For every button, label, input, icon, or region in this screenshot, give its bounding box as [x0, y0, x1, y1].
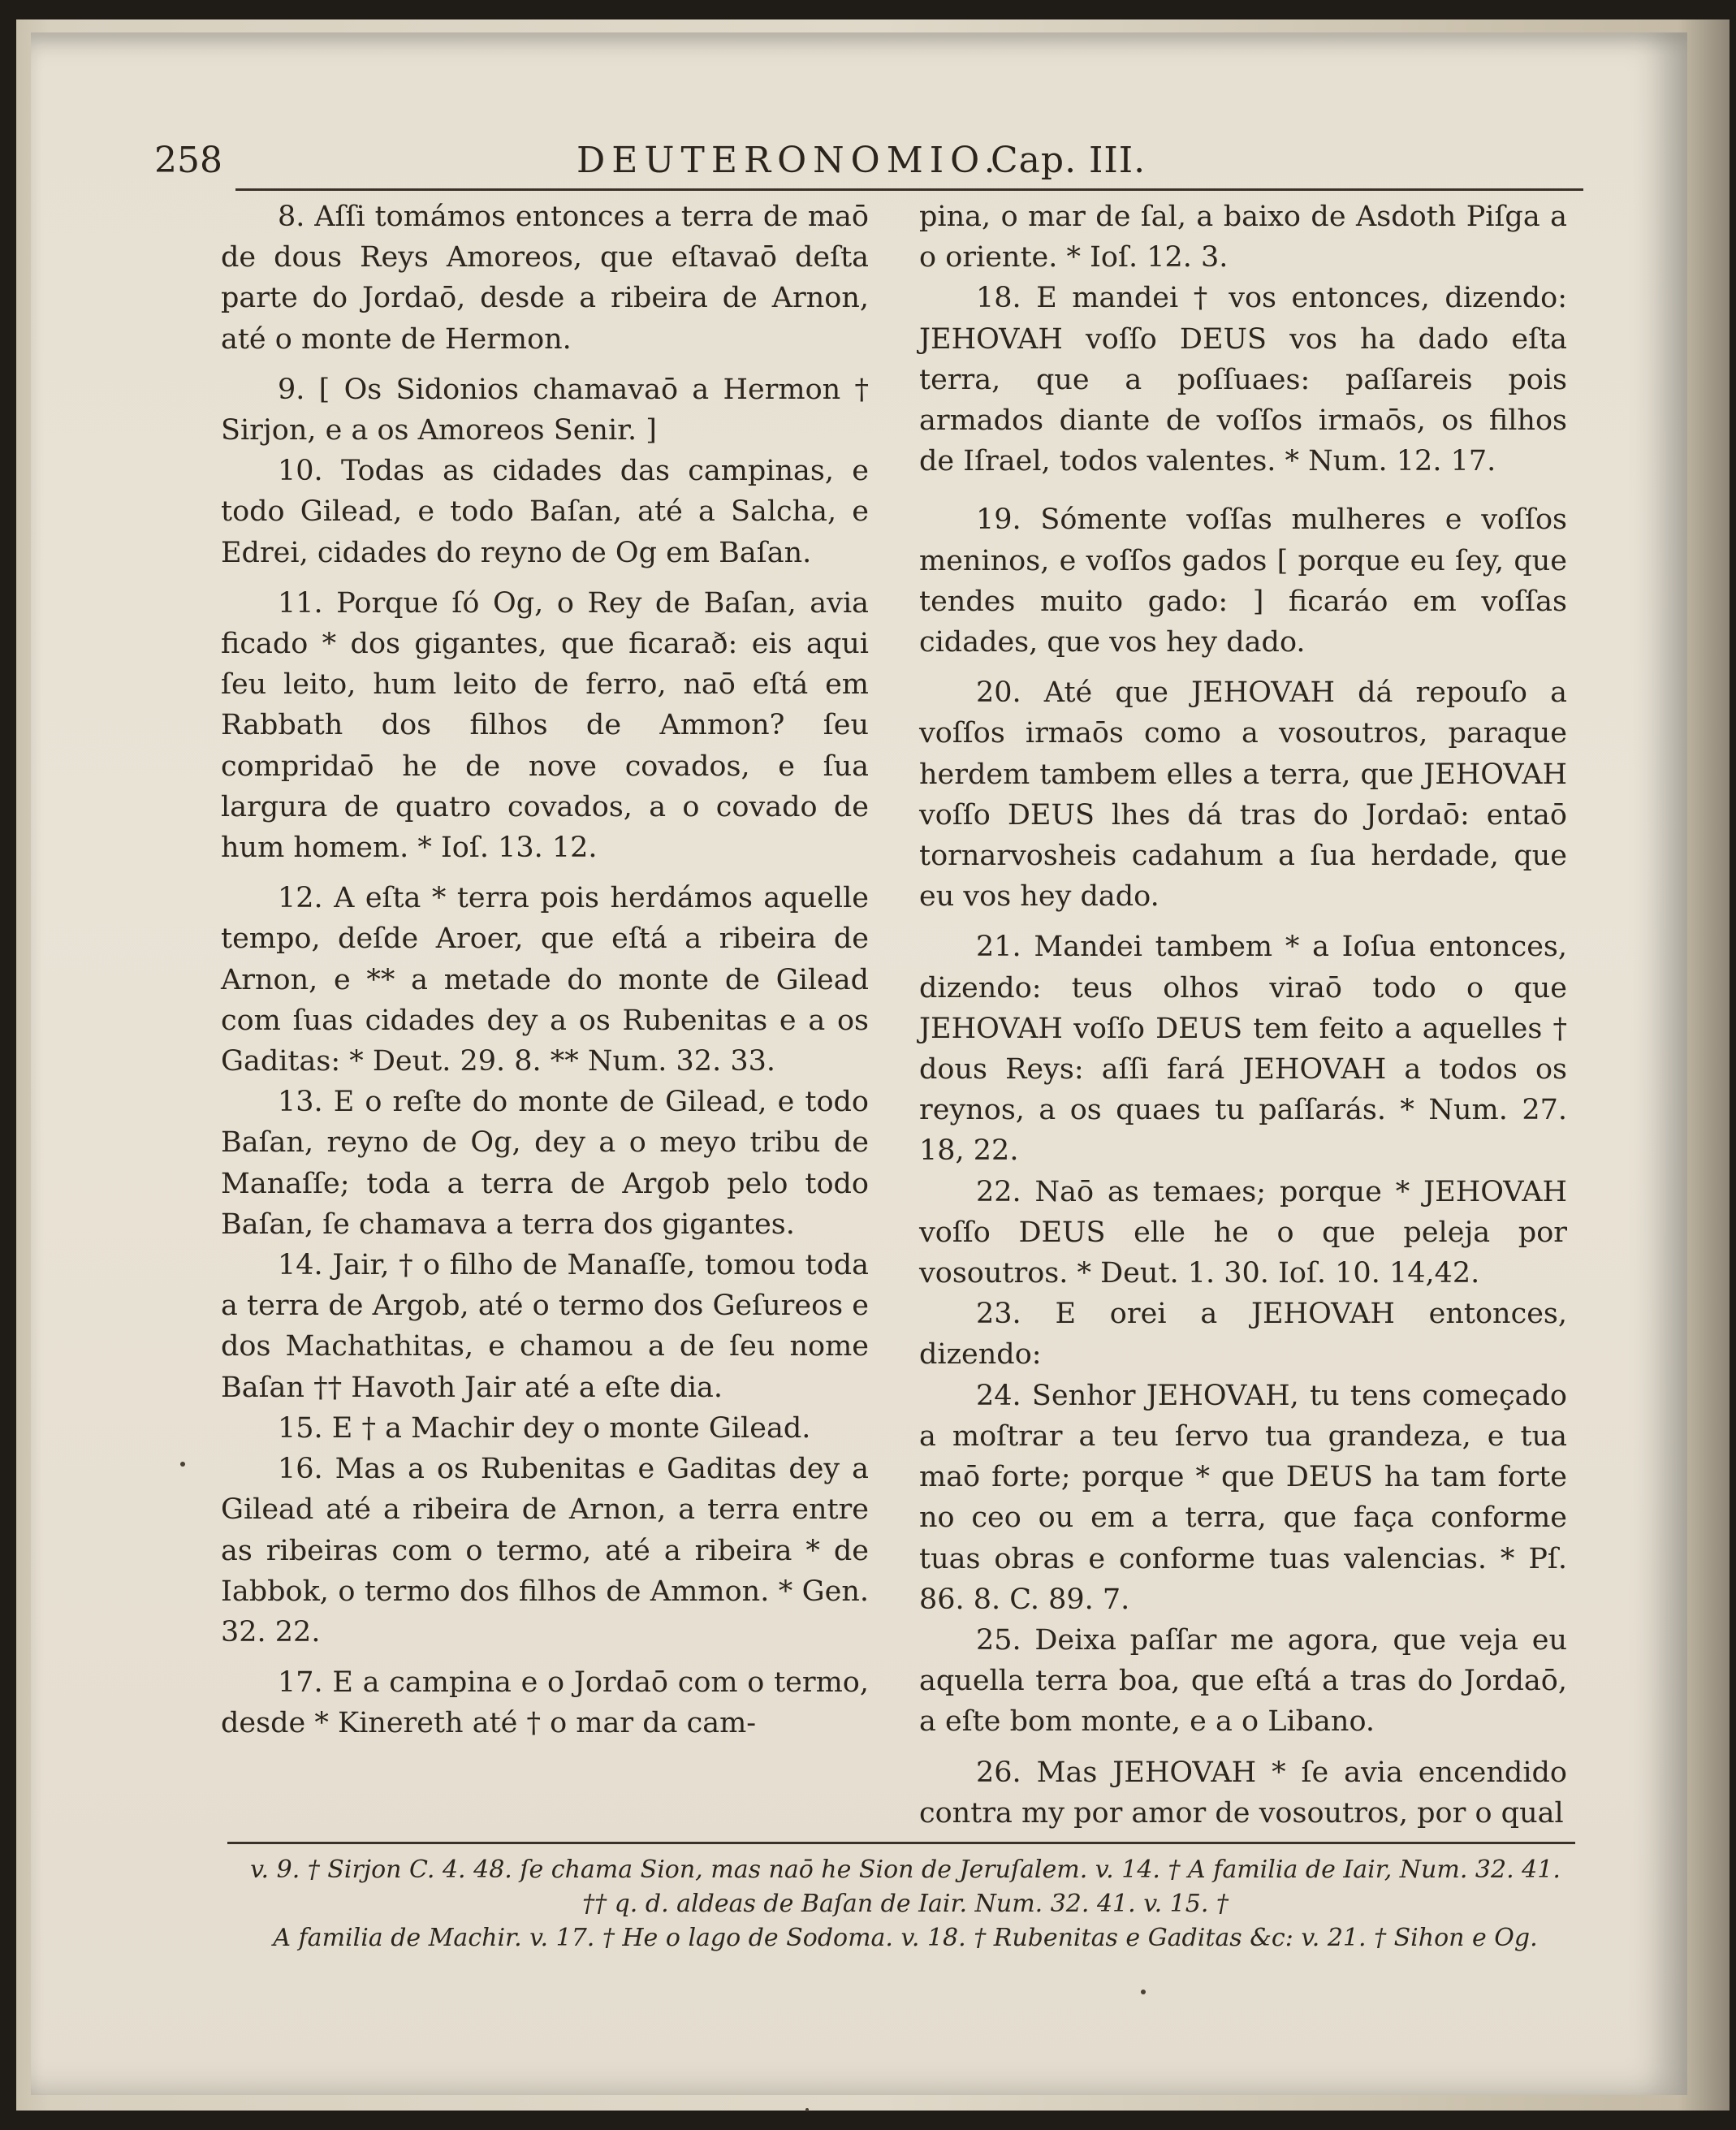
page-number: 258: [154, 140, 222, 181]
footnotes: [235, 1853, 1575, 1955]
ink-speck: [180, 1462, 185, 1467]
verse-17-continued: pina, o mar de ſal, a baixo de Asdoth Piſga a o oriente. * Ioſ. 12. 3.: [919, 201, 1567, 274]
verse-8: 8. Aſſi tomámos entonces a terra de maō de dous Reys Amoreos, que eſtavaō deſta parte do Jordaō, desde a ribeira de Arnon, até o monte de Hermon.: [221, 201, 869, 356]
footnote-line: A familia de Machir. v. 17. † He o lago de Sodoma. v. 18. † Rubenitas e Gaditas &c: v. 21. † Sihon e Og.: [273, 1924, 1538, 1952]
verse-18: 18. E mandei † vos entonces, dizendo: JEHOVAH voſſo DEUS vos ha dado eſta terra, que a poſſuaes: paſſareis pois armados diante de voſſos irmaōs, os filhos de Iſrael, todos valentes. * Num. 12. 17.: [919, 282, 1567, 478]
footnote-rule: [227, 1842, 1575, 1844]
left-column: [221, 197, 869, 1744]
verse-14: 14. Jair, † o filho de Manaſſe, tomou toda a terra de Argob, até o termo dos Geſureos e dos Machathitas, e chamou a de ſeu nome Baſan †† Havoth Jair até a eſte dia.: [221, 1249, 869, 1404]
ink-speck: [1141, 1990, 1146, 1994]
ink-speck: [805, 2108, 809, 2111]
verse-16: 16. Mas a os Rubenitas e Gaditas dey a Gilead até a ribeira de Arnon, a terra entre as ribeiras com o termo, até a ribeira * de Iabbok, o termo dos filhos de Ammon. * Gen. 32. 22.: [221, 1453, 869, 1648]
verse-9: 9. [ Os Sidonios chamavaō a Hermon † Sirjon, e a os Amoreos Senir. ]: [221, 373, 869, 447]
running-title: DEUTERONOMIO.: [577, 140, 1002, 181]
verse-13: 13. E o reſte do monte de Gilead, e todo Baſan, reyno de Og, dey a o meyo tribu de Manaſſe; toda a terra de Argob pelo todo Baſan, ſe chamava a terra dos gigantes.: [221, 1086, 869, 1241]
verse-20: 20. Até que JEHOVAH dá repouſo a voſſos irmaōs como a vosoutros, paraque herdem tambem elles a terra, que JEHOVAH voſſo DEUS lhes dá tras do Jordaō: entaō tornarvosheis cadahum a ſua herdade, que eu vos hey dado.: [919, 676, 1567, 914]
verse-21: 21. Mandei tambem * a Ioſua entonces, dizendo: teus olhos viraō todo o que JEHOVAH voſſo DEUS tem feito a aquelles † dous Reys: aſſi fará JEHOVAH a todos os reynos, a os quaes tu paſſarás. * Num. 27. 18, 22.: [919, 931, 1567, 1168]
verse-11: 11. Porque ſó Og, o Rey de Baſan, avia ficado * dos gigantes, que ficarað: eis aqui ſeu leito, hum leito de ferro, naō eſtá em Rabbath dos filhos de Ammon? ſeu compridaō he de nove covados, e ſua largura de quatro covados, a o covado de hum homem. * Ioſ. 13. 12.: [221, 586, 869, 865]
footnote-line: v. 9. † Sirjon C. 4. 48. ſe chama Sion, mas naō he Sion de Jeruſalem. v. 14. † A familia de Iair, Num. 32. 41. †† q. d. aldeas de Baſan de Iair. Num. 32. 41. v. 15. †: [250, 1856, 1561, 1918]
page-header: [154, 140, 1583, 188]
verse-15: 15. E † a Machir dey o monte Gilead.: [278, 1411, 811, 1445]
verse-25: 25. Deixa paſſar me agora, que veja eu aquella terra boa, que eſtá a tras do Jordaō, a eſte bom monte, e a o Libano.: [919, 1623, 1567, 1739]
chapter-label: Cap. III.: [991, 140, 1147, 181]
header-rule: [235, 188, 1583, 191]
right-column: [919, 197, 1567, 1834]
verse-22: 22. Naō as temaes; porque * JEHOVAH voſſo DEUS elle he o que peleja por vosoutros. * Deut. 1. 30. Ioſ. 10. 14,42.: [919, 1175, 1567, 1290]
verse-24: 24. Senhor JEHOVAH, tu tens começado a moſtrar a teu ſervo tua grandeza, e tua maō forte; porque * que DEUS ha tam forte no ceo ou em a terra, que faça conforme tuas obras e conforme tuas valencias. * Pſ. 86. 8. C. 89. 7.: [919, 1379, 1567, 1616]
verse-10: 10. Todas as cidades das campinas, e todo Gilead, e todo Baſan, até a Salcha, e Edrei, cidades do reyno de Og em Baſan.: [221, 455, 869, 569]
verse-19: 19. Sómente voſſas mulheres e voſſos meninos, e voſſos gados [ porque eu ſey, que tendes muito gado: ] ficaráo em voſſas cidades, que vos hey dado.: [919, 503, 1567, 659]
verse-23: 23. E orei a JEHOVAH entonces, dizendo:: [919, 1298, 1567, 1372]
verse-26: 26. Mas JEHOVAH * ſe avia encendido contra my por amor de vosoutros, por o qual: [919, 1756, 1567, 1830]
verse-17: 17. E a campina e o Jordaō com o termo, desde * Kinereth até † o mar da cam-: [221, 1666, 869, 1740]
verse-12: 12. A eſta * terra pois herdámos aquelle tempo, deſde Aroer, que eſtá a ribeira de Arnon, e ** a metade do monte de Gilead com ſuas cidades dey a os Rubenitas e a os Gaditas: * Deut. 29. 8. ** Num. 32. 33.: [221, 882, 869, 1078]
